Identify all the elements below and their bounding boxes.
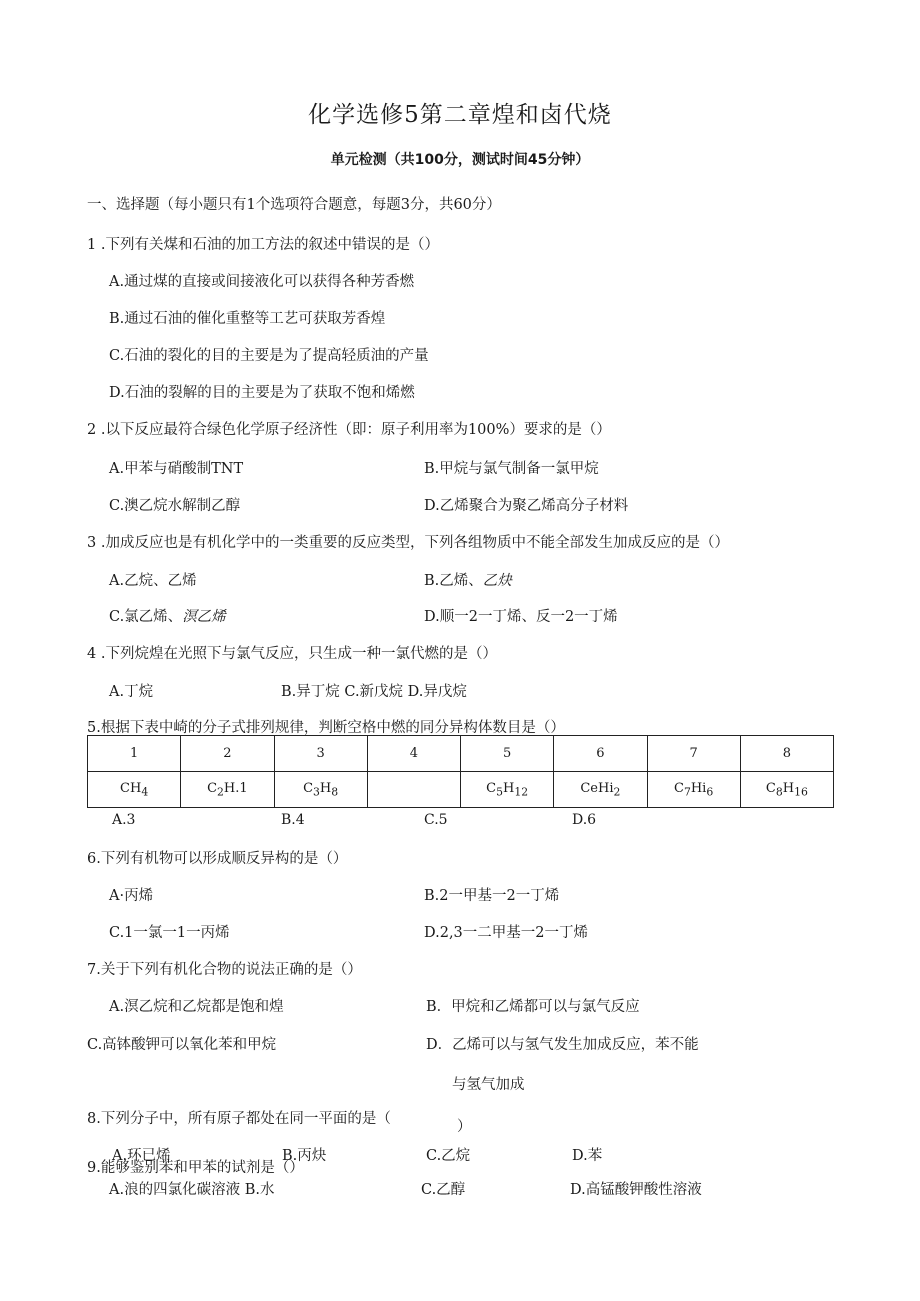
question-9-options-ab: A.浪的四氯化碳溶液 B.水: [109, 1182, 275, 1198]
formula-table: [87, 735, 834, 808]
question-8-option-a: A.环已烯: [112, 1148, 171, 1164]
exam-subtitle: 单元检测（共100分，测试时间45分钟）: [330, 152, 590, 168]
question-4-options-bcd: B.异丁烷 C.新戊烷 D.异戊烷: [281, 684, 467, 700]
question-8-option-b: B.丙炔: [282, 1148, 327, 1164]
formula-cell-blank: [367, 772, 460, 808]
table-row-index: [88, 736, 834, 772]
question-1-option-a: A.通过煤的直接或间接液化可以获得各种芳香燃: [109, 274, 415, 290]
formula-cell: CeHi$_2$: [554, 772, 647, 808]
question-6-stem: 6.下列有机物可以形成顺反异构的是（）: [87, 851, 348, 867]
table-cell: 5: [461, 736, 554, 772]
question-2-option-d: D.乙烯聚合为聚乙烯高分子材料: [424, 498, 629, 514]
question-1-option-d: D.石油的裂解的目的主要是为了获取不饱和烯燃: [109, 385, 415, 401]
formula-cell: $CH_4$: [88, 772, 181, 808]
table-cell: 1: [88, 736, 181, 772]
table-cell: 3: [274, 736, 367, 772]
question-9-stem: 9.能够鉴别苯和甲苯的试剂是（）: [87, 1160, 304, 1176]
question-2-option-a: A.甲苯与硝酸制TNT: [109, 461, 244, 477]
question-8-stem: 8.下列分子中，所有原子都处在同一平面的是（: [87, 1111, 391, 1127]
question-3-option-c: C.氯乙烯、溟乙烯: [109, 609, 226, 625]
question-4-stem: 4 .下列烷煌在光照下与氯气反应，只生成一种一氯代燃的是（）: [87, 646, 497, 662]
question-2-stem: 2 .以下反应最符合绿色化学原子经济性（即：原子利用率为100%）要求的是（）: [87, 422, 611, 438]
question-9-option-d: D.高锰酸钾酸性溶液: [570, 1182, 702, 1198]
question-8-paren-close: ）: [457, 1119, 472, 1135]
question-2-option-c: C.澳乙烷水解制乙醇: [109, 498, 241, 514]
formula-cell: $C_8H_{16}$: [740, 772, 833, 808]
question-6-option-c: C.1一氯一1一丙烯: [109, 925, 230, 941]
table-cell: 6: [554, 736, 647, 772]
table-cell: 4: [367, 736, 460, 772]
question-1-stem: 1 .下列有关煤和石油的加工方法的叙述中错误的是（）: [87, 237, 439, 253]
question-5-option-c: C.5: [424, 812, 448, 828]
section-heading: 一、选择题（每小题只有1个选项符合题意，每题3分，共60分）: [87, 197, 501, 213]
question-3-option-b: B.乙烯、乙炔: [424, 573, 512, 589]
question-6-option-b: B.2一甲基一2一丁烯: [424, 888, 560, 904]
table-cell: 8: [740, 736, 833, 772]
question-5-option-d: D.6: [572, 812, 597, 828]
question-4-option-a: A.丁烷: [109, 684, 154, 700]
question-1-option-b: B.通过石油的催化重整等工艺可获取芳香煌: [109, 311, 386, 327]
question-7-option-b: B．甲烷和乙烯都可以与氯气反应: [426, 999, 640, 1015]
question-9-option-c: C.乙醇: [421, 1182, 466, 1198]
formula-cell: $C_3H_8$: [274, 772, 367, 808]
question-3-stem: 3 .加成反应也是有机化学中的一类重要的反应类型，下列各组物质中不能全部发生加成反应的是（）: [87, 535, 729, 551]
question-3-option-a: A.乙烷、乙烯: [109, 573, 197, 589]
formula-cell: $C_2H.1$: [181, 772, 274, 808]
question-6-option-a: A·丙烯: [109, 888, 154, 904]
question-7-option-d-continued: 与氢气加成: [452, 1077, 525, 1093]
question-7-option-d: D．乙烯可以与氢气发生加成反应，苯不能: [426, 1037, 699, 1053]
question-2-option-b: B.甲烷与氯气制备一氯甲烷: [424, 461, 599, 477]
question-1-option-c: C.石油的裂化的目的主要是为了提高轻质油的产量: [109, 348, 429, 364]
question-7-stem: 7.关于下列有机化合物的说法正确的是（）: [87, 962, 362, 978]
table-row-formula: [88, 772, 834, 808]
formula-cell: $C_7Hi_6$: [647, 772, 740, 808]
page-title: 化学选修5第二章煌和卤代烧: [308, 102, 612, 128]
question-6-option-d: D.2,3一二甲基一2一丁烯: [424, 925, 589, 941]
table-cell: 2: [181, 736, 274, 772]
question-3-option-d: D.顺一2一丁烯、反一2一丁烯: [424, 609, 618, 625]
formula-cell: $C_5H_{12}$: [461, 772, 554, 808]
question-8-option-d: D.苯: [572, 1148, 603, 1164]
question-5-option-a: A.3: [112, 812, 136, 828]
question-7-option-a: A.溟乙烷和乙烷都是饱和煌: [109, 999, 284, 1015]
table-cell: 7: [647, 736, 740, 772]
question-5-option-b: B.4: [281, 812, 305, 828]
question-5-stem: 5.根据下表中崎的分子式排列规律，判断空格中燃的同分异构体数目是（）: [87, 720, 565, 736]
question-7-option-c: C.高钵酸钾可以氧化苯和甲烷: [87, 1037, 277, 1053]
question-8-option-c: C.乙烷: [426, 1148, 471, 1164]
